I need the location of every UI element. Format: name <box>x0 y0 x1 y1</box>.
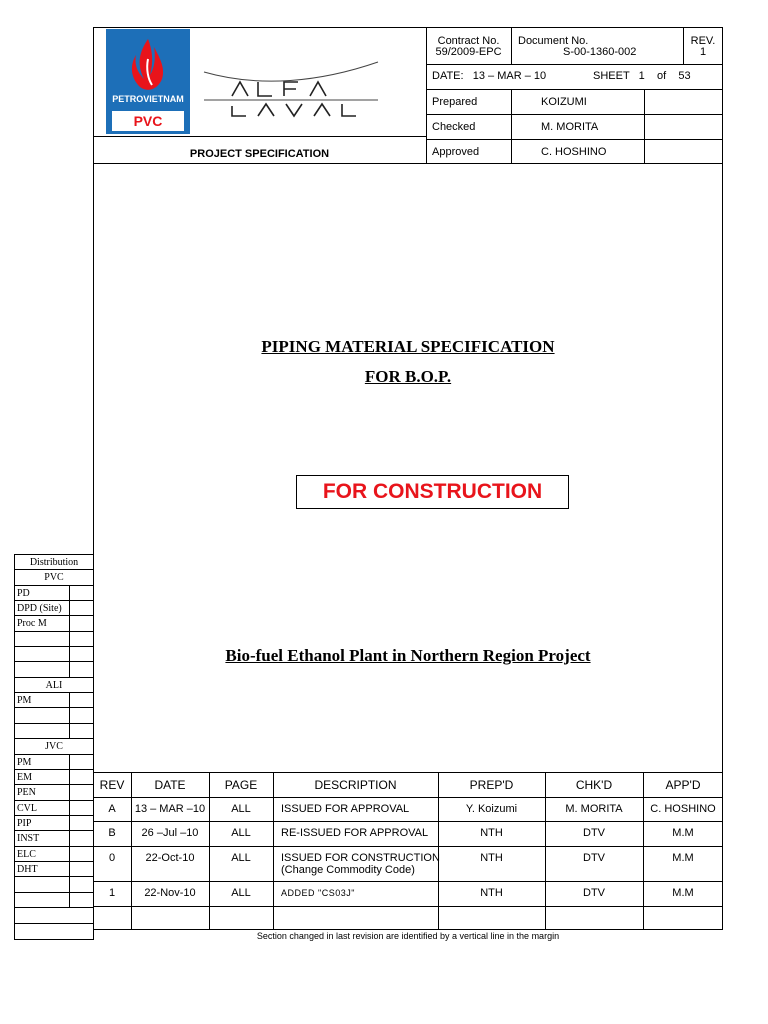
contract-divider <box>511 27 512 64</box>
table-cell: A <box>108 803 116 815</box>
table-cell: M. MORITA <box>565 803 623 815</box>
table-cell: M.M <box>672 887 694 899</box>
prepared-header: PREP'D <box>469 778 514 792</box>
signoff-divider-2 <box>644 89 645 164</box>
table-cell: 1 <box>108 887 116 899</box>
table-cell: B <box>108 827 116 839</box>
table-cell: M.M <box>672 852 694 864</box>
distribution-item: EM <box>17 772 32 783</box>
table-cell: 13 – MAR –10 <box>134 803 206 815</box>
distribution-item: ELC <box>17 849 36 860</box>
document-title: PIPING MATERIAL SPECIFICATION <box>261 337 555 356</box>
table-cell: DTV <box>583 852 605 864</box>
table-cell: 22-Nov-10 <box>144 887 196 899</box>
table-cell: DTV <box>583 887 605 899</box>
flame-icon <box>106 29 190 99</box>
distribution-table <box>14 554 94 940</box>
table-cell: DTV <box>583 827 605 839</box>
contract-label: Contract No. <box>437 35 500 47</box>
table-cell: ISSUED FOR APPROVAL <box>281 803 410 815</box>
logo-bottom-rule <box>93 136 426 137</box>
date-header: DATE <box>154 778 186 792</box>
table-cell: ADDED "CS03J" <box>281 888 355 898</box>
document-number: S-00-1360-002 <box>563 46 637 58</box>
revision-table-top <box>93 772 723 773</box>
pvc-wordmark: PVC <box>112 111 184 131</box>
distribution-item: INST <box>17 833 40 844</box>
prepared-value: KOIZUMI <box>541 96 587 108</box>
table-cell: M.M <box>672 827 694 839</box>
header-rule-3 <box>426 114 723 115</box>
approved-value: C. HOSHINO <box>541 146 607 158</box>
distribution-header: Distribution <box>29 557 79 568</box>
rev-label: REV. <box>690 35 716 47</box>
distribution-item: PM <box>17 757 32 768</box>
distribution-item: CVL <box>17 803 37 814</box>
petrovietnam-wordmark: PETROVIETNAM <box>112 94 184 104</box>
table-cell: 0 <box>108 852 116 864</box>
distribution-group-jvc: JVC <box>45 741 63 752</box>
header-rule-4 <box>426 139 723 140</box>
prepared-label: Prepared <box>432 96 478 108</box>
table-cell: Y. Koizumi <box>465 803 518 815</box>
footer-note: Section changed in last revision are identified by a vertical line in the margin <box>256 931 560 941</box>
description-header: DESCRIPTION <box>314 778 397 792</box>
for-construction-stamp: FOR CONSTRUCTION <box>296 475 569 509</box>
checked-value: M. MORITA <box>541 121 599 133</box>
distribution-item: Proc M <box>17 618 47 629</box>
contract-number: 59/2009-EPC <box>435 46 502 58</box>
table-cell: RE-ISSUED FOR APPROVAL <box>281 827 429 839</box>
approved-label: Approved <box>432 146 480 158</box>
table-cell: 22-Oct-10 <box>145 852 195 864</box>
alfa-laval-logo <box>200 58 382 118</box>
header-rule-2 <box>426 89 723 90</box>
distribution-group-ali: ALI <box>45 680 63 691</box>
table-cell: 26 –Jul –10 <box>141 827 199 839</box>
table-cell: C. HOSHINO <box>650 803 716 815</box>
table-cell: NTH <box>480 852 503 864</box>
distribution-item: PD <box>17 588 30 599</box>
distribution-group-pvc: PVC <box>44 572 64 583</box>
table-cell: NTH <box>480 887 503 899</box>
table-cell: NTH <box>480 827 503 839</box>
header-rule-1 <box>426 64 723 65</box>
date-field: DATE: 13 – MAR – 10 <box>432 70 547 82</box>
rev-number: 1 <box>699 46 707 58</box>
distribution-item: PIP <box>17 818 32 829</box>
page-header: PAGE <box>224 778 258 792</box>
rev-header: REV <box>99 778 125 792</box>
approved-header: APP'D <box>665 778 701 792</box>
header-bottom-rule <box>93 163 723 164</box>
checked-label: Checked <box>432 121 476 133</box>
distribution-item: DHT <box>17 864 38 875</box>
sheet-field: SHEET 1 of 53 <box>593 70 691 82</box>
distribution-item: PM <box>17 695 32 706</box>
distribution-item: DPD (Site) <box>17 603 62 614</box>
document-label: Document No. <box>518 35 589 47</box>
checked-header: CHK'D <box>575 778 613 792</box>
table-cell: (Change Commodity Code) <box>281 864 415 876</box>
table-cell: ALL <box>231 827 251 839</box>
table-cell: ALL <box>231 887 251 899</box>
distribution-item: PEN <box>17 787 36 798</box>
project-specification-label: PROJECT SPECIFICATION <box>189 148 330 160</box>
table-cell: ALL <box>231 803 251 815</box>
table-cell: ALL <box>231 852 251 864</box>
document-subtitle: FOR B.O.P. <box>364 367 452 386</box>
project-name: Bio-fuel Ethanol Plant in Northern Region Project <box>225 646 591 665</box>
signoff-divider-1 <box>511 89 512 164</box>
table-cell: ISSUED FOR CONSTRUCTION <box>281 852 440 864</box>
